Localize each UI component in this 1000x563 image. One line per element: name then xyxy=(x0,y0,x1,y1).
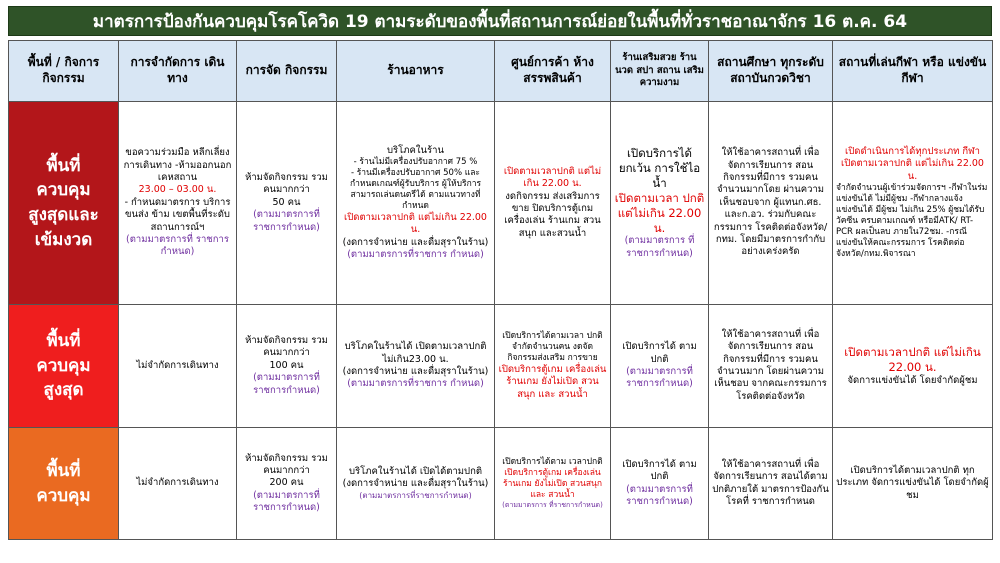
school-cell: ให้ใช้อาคารสถานที่ เพื่อจัดการเรียนการ สอนได้ตามปกติภายใต้ มาตรการป้องกันโรคที่ ราชการกำหนด xyxy=(709,428,833,540)
activity-limit: 50 คน xyxy=(272,196,301,208)
header-travel: การจำกัดการ เดินทาง xyxy=(119,41,237,102)
restaurant-cell xyxy=(337,428,495,540)
gov-measure-note: (ตามมาตรการที่ ราชการกำหนด) xyxy=(626,366,693,390)
mall-cell xyxy=(495,102,611,305)
travel-text: ขอความร่วมมือ หลีกเลี่ยงการเดินทาง -ห้ามออกนอก เคหสถาน xyxy=(123,147,232,184)
zone-line: พื้นที่ xyxy=(46,331,81,352)
zone-line: สูงสุดและ xyxy=(28,205,99,225)
mall-hours: เปิดตามเวลาปกติ แต่ไม่เกิน 22.00 น. xyxy=(503,165,602,190)
alcohol-note: (งดการจำหน่าย และดื่มสุราในร้าน) xyxy=(342,366,489,377)
gov-measure-note: (ตามมาตรการที่ราชการกำหนด) xyxy=(359,490,472,500)
header-area: พื้นที่ / กิจการ กิจกรรม xyxy=(9,41,119,102)
gov-measure-note: (ตามมาตรการที่ ราชการกำหนด) xyxy=(126,233,229,258)
activity-cell xyxy=(237,102,337,305)
activity-cell xyxy=(237,305,337,428)
table-row xyxy=(9,305,993,428)
restaurant-rule: - ร้านมีเครื่องปรับอากาศ 50% และกำหนดเกณฑ์ผู้รับบริการ ผู้ให้บริการ สามารถเล่นดนตรีได้ ตามแนวทางที่กำหนด xyxy=(349,167,482,212)
beauty-hours: เปิดตามเวลา ปกติ แต่ไม่เกิน 22.00 น. xyxy=(614,190,705,235)
restaurant-cell xyxy=(337,305,495,428)
sport-cell xyxy=(833,102,993,305)
gov-measure-note: (ตามมาตรการที่ ราชการกำหนด) xyxy=(253,209,320,233)
alcohol-note: (งดการจำหน่าย และดื่มสุราในร้าน) xyxy=(342,236,489,248)
sport-text: จำกัดจำนวนผู้เข้าร่วมจัดการฯ -กีฬาในร่มแข่งขันได้ ไม่มีผู้ชม -กีฬากลางแจ้ง แข่งขันได้ มีผู้ชม ไม่เกิน 25% ผู้ชมได้รับวัคซีน ครบตามเกณฑ์ หรือมีATK/ RT-PCR ผลเป็นลบ ภายใน72ชม. -กรณีแข่งขันให้คณะกรรมการ โรคติดต่อจังหวัด/กทม.พิจารณา xyxy=(836,182,988,260)
activity-text: ห้ามจัดกิจกรรม รวมคนมากกว่า xyxy=(245,172,328,196)
header-mall: ศูนย์การค้า ห้างสรรพสินค้า xyxy=(495,41,611,102)
zone-line: ควบคุม xyxy=(36,485,91,506)
travel-cell: ไม่จำกัดการเดินทาง xyxy=(119,428,237,540)
school-cell xyxy=(709,102,833,305)
activity-cell xyxy=(237,428,337,540)
alcohol-note: (งดการจำหน่าย และดื่มสุราในร้าน) xyxy=(342,478,489,490)
sport-text: จัดการแข่งขันได้ โดยจำกัดผู้ชม xyxy=(847,374,978,386)
sport-cell xyxy=(833,305,993,428)
page-title: มาตรการป้องกันควบคุมโรคโควิด 19 ตามระดับของพื้นที่สถานการณ์ย่อยในพื้นที่ทั่วราชอาณาจักร 16 ต.ค. 64 xyxy=(8,6,992,36)
beauty-text: เปิดบริการได้ ยกเว้น การใช้ไอน้ำ xyxy=(618,145,701,190)
gov-measure-note: (ตามมาตรการที่ ราชการกำหนด) xyxy=(253,489,320,514)
table-row xyxy=(9,428,993,540)
gov-measure-note: (ตามมาตรการ ที่ราชการกำหนด) xyxy=(502,501,603,510)
zone-line: ควบคุม xyxy=(36,180,91,201)
activity-limit: 100 คน xyxy=(269,359,304,371)
zone-line: พื้นที่ xyxy=(46,460,81,481)
gov-measure-note: (ตามมาตรการที่ ราชการกำหนด) xyxy=(626,483,693,507)
gov-measure-note: (ตามมาตรการที่ ราชการกำหนด) xyxy=(253,372,320,396)
zone-label xyxy=(9,102,119,305)
school-text: ให้ใช้อาคารสถานที่ เพื่อจัดการเรียนการ สอน กิจกรรมที่มีการ รวมคนจำนวนมากโดย ผ่านความเห็นชอบจาก ผู้แทนก.ศธ. และก.อว. ร่วมกับคณะกรรมการ โรคติดต่อจังหวัด/กทม. โดยมีมาตรการกำกับ อย่างเคร่งครัด xyxy=(713,147,828,258)
zone-line: ควบคุม xyxy=(36,355,91,376)
header-beauty: ร้านเสริมสวย ร้าน นวด สปา สถาน เสริมความงาม xyxy=(611,41,709,102)
mall-text: งดกิจกรรม ส่งเสริมการขาย ปิดบริการตู้เกม เครื่องเล่น ร้านเกม สวนสนุก และสวนน้ำ xyxy=(504,190,601,239)
zone-line: พื้นที่ xyxy=(46,155,81,176)
gov-measure-note: (ตามมาตรการที่ราชการ กำหนด) xyxy=(347,249,484,261)
activity-text: ห้ามจัดกิจกรรม รวมคนมากกว่า xyxy=(245,335,328,359)
restaurant-hours: เปิดตามเวลาปกติ แต่ไม่เกิน 22.00 น. xyxy=(344,212,487,236)
sport-hours: เปิดตามเวลาปกติ แต่ไม่เกิน 22.00 น. xyxy=(844,344,981,374)
beauty-cell xyxy=(611,305,709,428)
activity-limit: 200 คน xyxy=(269,477,304,489)
restaurant-cell xyxy=(337,102,495,305)
beauty-text: เปิดบริการได้ ตามปกติ xyxy=(622,341,697,365)
zone-label xyxy=(9,305,119,428)
mall-cell xyxy=(495,428,611,540)
table-row xyxy=(9,102,993,305)
header-sport: สถานที่เล่นกีฬา หรือ แข่งขันกีฬา xyxy=(833,41,993,102)
sport-hours: เปิดดำเนินการได้ทุกประเภท กีฬา เปิดตามเวลาปกติ แต่ไม่เกิน 22.00 น. xyxy=(841,145,984,182)
mall-text: เปิดบริการได้ตาม เวลาปกติ xyxy=(502,456,603,467)
sport-cell: เปิดบริการได้ตามเวลาปกติ ทุกประเภท จัดการแข่งขันได้ โดยจำกัดผู้ชม xyxy=(833,428,993,540)
travel-cell xyxy=(119,102,237,305)
zone-label xyxy=(9,428,119,540)
school-cell: ให้ใช้อาคารสถานที่ เพื่อจัดการเรียนการ สอน กิจกรรมที่มีการ รวมคนจำนวนมาก โดยผ่านความเห็นชอบ จากคณะกรรมการ โรคติดต่อจังหวัด xyxy=(709,305,833,428)
travel-cell: ไม่จำกัดการเดินทาง xyxy=(119,305,237,428)
header-row xyxy=(9,41,993,102)
beauty-cell xyxy=(611,428,709,540)
gov-measure-note: (ตามมาตรการ ที่ราชการกำหนด) xyxy=(624,235,695,259)
header-activity: การจัด กิจกรรม xyxy=(237,41,337,102)
header-restaurant: ร้านอาหาร xyxy=(337,41,495,102)
zone-line: เข้มงวด xyxy=(34,229,93,250)
gov-measure-note: (ตามมาตรการที่ราชการ กำหนด) xyxy=(347,378,484,390)
beauty-text: เปิดบริการได้ ตามปกติ xyxy=(622,458,697,483)
header-school: สถานศึกษา ทุกระดับ สถาบันกวดวิชา xyxy=(709,41,833,102)
restaurant-rule: - ร้านไม่มีเครื่องปรับอากาศ 75 % xyxy=(353,156,478,167)
mall-game-note: เปิดบริการตู้เกม เครื่องเล่น ร้านเกม ยังไม่เปิด สวนสนุก และ สวนน้ำ xyxy=(503,467,602,500)
curfew-time: 23.00 – 03.00 น. xyxy=(138,184,217,196)
restaurant-text: บริโภคในร้าน xyxy=(387,144,444,156)
travel-note: - กำหนดมาตรการ บริการขนส่ง ข้าม เขตพื้นที่ระดับ สถานการณ์ฯ xyxy=(124,196,231,233)
beauty-cell xyxy=(611,102,709,305)
zone-line: สูงสุด xyxy=(43,380,84,401)
mall-game-note: เปิดบริการตู้เกม เครื่องเล่น ร้านเกม ยังไม่เปิด สวนสนุก และ สวนน้ำ xyxy=(498,364,607,400)
mall-cell xyxy=(495,305,611,428)
mall-text: เปิดบริการได้ตามเวลา ปกติ จำกัดจำนวนคน งดจัดกิจกรรมส่งเสริม การขาย xyxy=(502,330,603,363)
restaurant-text: บริโภคในร้านได้ เปิดได้ตามปกติ xyxy=(349,465,482,477)
restaurant-text: บริโภคในร้านได้ เปิดตามเวลาปกติ ไม่เกิน23.00 น. xyxy=(344,341,487,365)
activity-text: ห้ามจัดกิจกรรม รวมคนมากกว่า xyxy=(245,452,328,476)
measures-table xyxy=(8,40,993,540)
